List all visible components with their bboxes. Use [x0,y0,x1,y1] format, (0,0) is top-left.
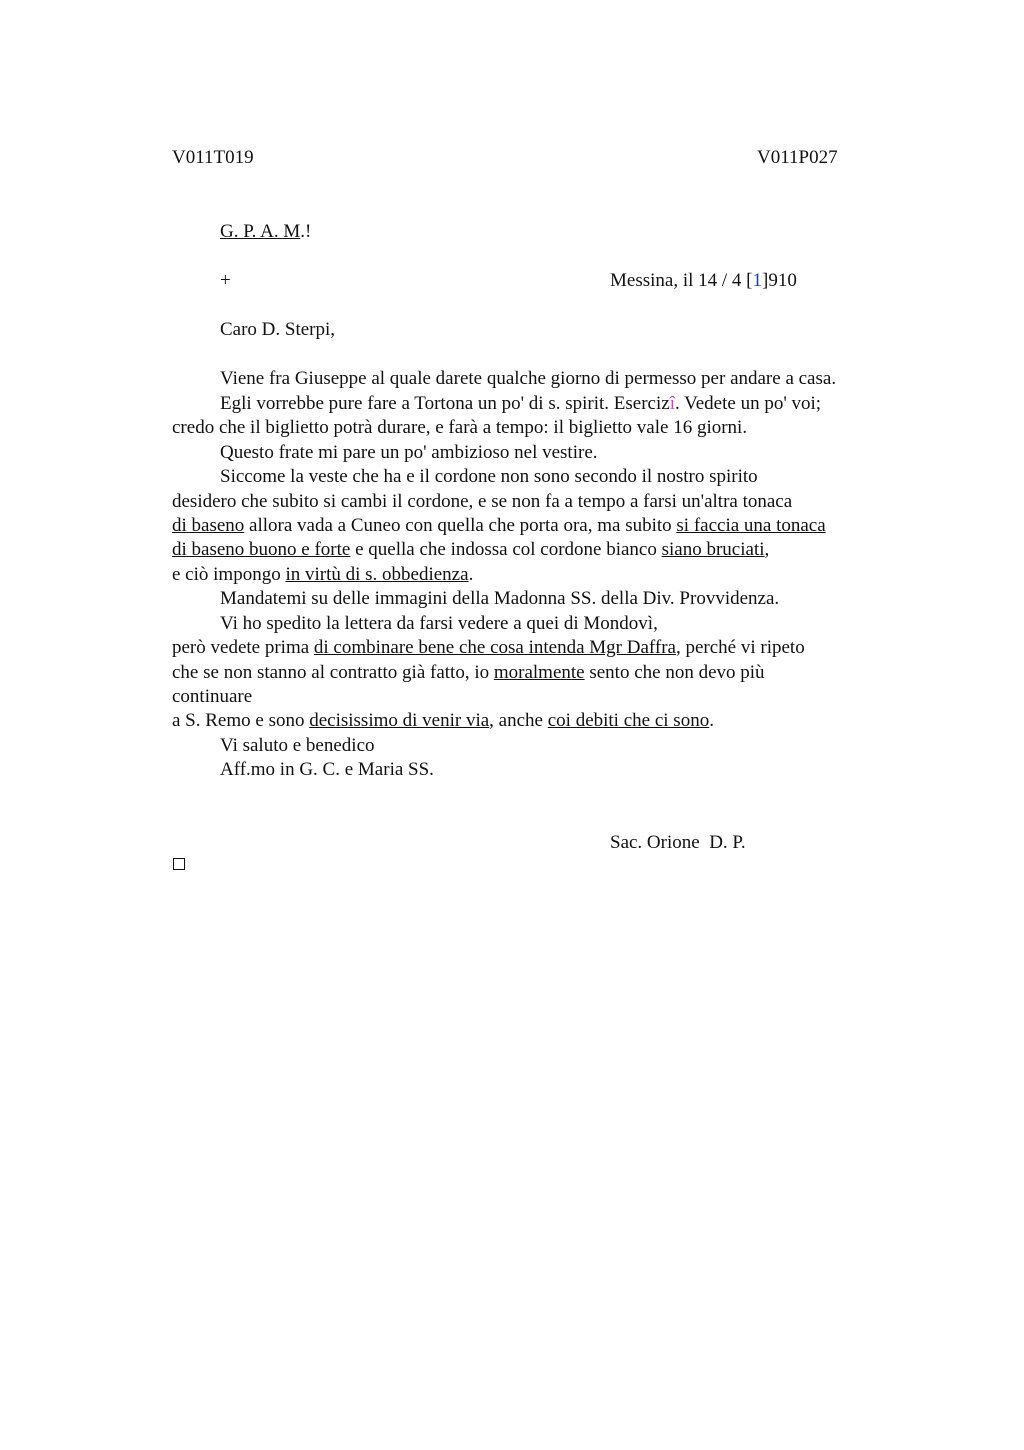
body-line-15-underline-2: coi debiti che ci sono [547,710,710,731]
body-line-2-c: . Vedete un po' voi; [674,393,822,414]
dateline-prefix: Messina, il 14 / 4 [610,270,747,291]
cross-symbol: + [220,270,231,291]
body-line-13-a: che se non stanno al contratto già fatto, io [172,662,494,683]
invocation-suffix: .! [300,221,312,242]
body-line-8-end: , [764,539,770,560]
body-line-4: Questo frate mi pare un po' ambizioso nel vestire. [220,442,598,463]
body-line-9-a: e ciò impongo [172,564,286,585]
body-line-8-underline-1: di baseno buono e forte [172,539,351,560]
body-line-12-underline: di combinare bene che cosa intenda Mgr Daffra [313,637,676,658]
body-line-7-underline-1: di baseno [172,515,245,536]
signature: Sac. Orione D. P. [610,832,746,853]
body-line-8-underline-2: siano bruciati [661,539,765,560]
body-line-9-underline: in virtù di s. obbedienza [285,564,469,585]
body-line-3: credo che il biglietto potrà durare, e farà a tempo: il biglietto vale 16 giorni. [172,417,748,438]
dateline-bracket-open: [ [746,270,753,291]
closing-greeting: Vi saluto e benedico [220,735,375,756]
invocation-text: G. P. A. M [220,221,301,242]
body-line-13-end: sento che non devo più [584,662,765,683]
dateline-bracket-digit: 1 [752,270,762,291]
body-line-13-underline: moralmente [493,662,585,683]
body-line-2 [220,392,821,416]
salutation: Caro D. Sterpi, [220,319,336,340]
body-line-10: Mandatemi su delle immagini della Madonna SS. della Div. Provvidenza. [220,588,780,609]
body-line-9-end: . [468,564,474,585]
dateline-year-rest: 910 [768,270,797,291]
body-line-15 [172,709,714,733]
invocation [220,220,311,244]
body-line-12 [172,636,805,660]
body-line-11: Vi ho spedito la lettera da farsi vedere a quei di Mondovì, [220,613,658,634]
body-line-15-underline-1: decisissimo di venir via [309,710,490,731]
body-line-8-mid: e quella che indossa col cordone bianco [350,539,662,560]
dateline [610,269,797,293]
body-line-9 [172,563,473,587]
body-line-5: Siccome la veste che ha e il cordone non sono secondo il nostro spirito [220,466,758,487]
document-code-right: V011P027 [757,147,838,168]
body-line-12-a: però vedete prima [172,637,314,658]
square-icon [173,858,185,870]
body-line-2-a: Egli vorrebbe pure fare a Tortona un po' di s. spirit. Eserciz [220,393,670,414]
body-line-1: Viene fra Giuseppe al quale darete qualche giorno di permesso per andare a casa. [220,368,837,389]
body-line-15-mid: , anche [489,710,548,731]
body-line-13 [172,661,765,685]
body-line-15-end: . [709,710,714,731]
body-line-12-end: , perché vi ripeto [675,637,805,658]
body-line-7-underline-2: si faccia una tonaca [676,515,826,536]
body-line-15-a: a S. Remo e sono [172,710,310,731]
body-line-6: desidero che subito si cambi il cordone, e se non fa a tempo a farsi un'altra tonaca [172,491,793,512]
closing-phrase: Aff.mo in G. C. e Maria SS. [220,759,434,780]
body-line-14: continuare [172,686,253,707]
editorial-mark: î [669,393,675,414]
dateline-bracket-close: ] [762,270,769,291]
body-line-7-mid: allora vada a Cuneo con quella che porta ora, ma subito [244,515,677,536]
body-line-7 [172,514,826,538]
document-code-left: V011T019 [172,147,254,168]
body-line-8 [172,538,769,562]
